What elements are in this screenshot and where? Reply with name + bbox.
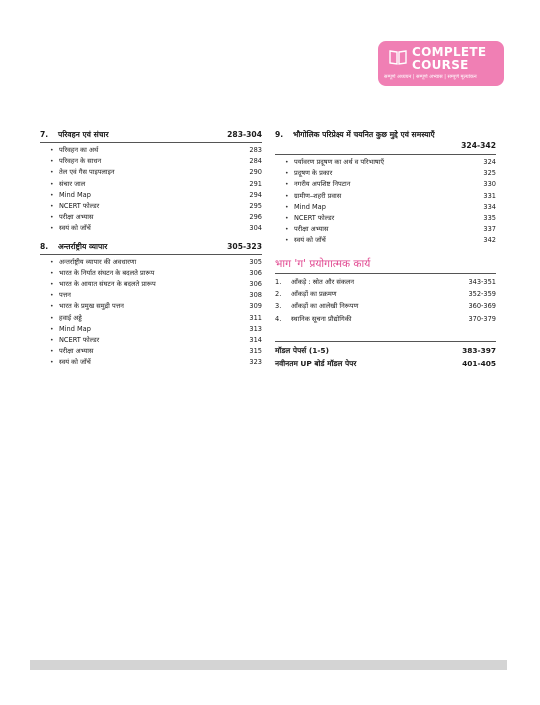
topic-label: भारत के प्रमुख समुद्री पत्तन xyxy=(59,302,124,311)
chapter-pages: 283-304 xyxy=(227,130,262,139)
topic-label: परिवहन का अर्थ xyxy=(59,146,99,154)
bullet-icon: • xyxy=(285,237,289,245)
topic-label: अन्तर्राष्ट्रीय व्यापार की अवधारणा xyxy=(59,257,137,266)
practical-item[interactable] xyxy=(275,288,496,300)
chapter-8-heading[interactable] xyxy=(40,242,262,252)
topic-item[interactable] xyxy=(40,190,262,201)
item-pages: 352-359 xyxy=(468,290,496,299)
bullet-icon: • xyxy=(50,225,54,233)
chapter-8-topics xyxy=(40,257,262,369)
bullet-icon: • xyxy=(50,337,54,345)
topic-item[interactable] xyxy=(40,179,262,190)
topic-label: स्वयं को जाँचें xyxy=(294,236,326,245)
latest-paper-entry[interactable] xyxy=(275,357,496,370)
topic-label: स्वयं को जाँचें xyxy=(59,224,91,233)
bullet-icon: • xyxy=(50,158,54,166)
topic-page: 284 xyxy=(249,157,262,166)
chapter-7-topics xyxy=(40,145,262,235)
topic-page: 294 xyxy=(249,190,262,199)
complete-course-logo xyxy=(378,41,504,86)
topic-page: 324 xyxy=(483,158,496,166)
topic-item[interactable] xyxy=(40,346,262,357)
topic-item[interactable] xyxy=(275,179,496,190)
topic-label: पत्तन xyxy=(59,291,71,300)
latest-paper-label: नवीनतम UP बोर्ड मॉडल पेपर xyxy=(275,359,357,369)
topic-page: 334 xyxy=(483,202,496,211)
topic-label: पर्यावरण प्रदूषण का अर्थ व परिभाषाएँ xyxy=(294,158,385,166)
toc-left-column xyxy=(40,130,262,369)
chapter-7-heading[interactable] xyxy=(40,130,262,140)
topic-item[interactable] xyxy=(40,223,262,234)
item-number: 4. xyxy=(275,314,282,323)
chapter-number: 9. xyxy=(275,130,284,139)
topic-page: 295 xyxy=(249,202,262,211)
topic-label: हवाई अड्डे xyxy=(59,313,82,322)
topic-page: 308 xyxy=(249,291,262,300)
topic-label: NCERT फोल्डर xyxy=(59,202,100,211)
topic-page: 331 xyxy=(483,191,496,200)
topic-page: 291 xyxy=(249,179,262,188)
topic-item[interactable] xyxy=(275,224,496,235)
footer-bar xyxy=(30,660,507,670)
model-papers-pages: 383-397 xyxy=(462,346,496,356)
topic-label: भारत के आयात संघटन के बदलते प्रारूप xyxy=(59,280,156,289)
chapter-title: अन्तर्राष्ट्रीय व्यापार xyxy=(58,241,108,251)
chapter-9-topics xyxy=(275,157,496,247)
item-pages: 360-369 xyxy=(468,302,496,311)
topic-item[interactable] xyxy=(275,213,496,224)
practical-topics xyxy=(275,276,496,326)
item-label: आँकड़े : स्रोत और संकलन xyxy=(291,277,355,286)
topic-item[interactable] xyxy=(40,257,262,268)
model-papers-label: मॉडल पेपर्स (1-5) xyxy=(275,346,329,356)
topic-item[interactable] xyxy=(40,301,262,312)
item-pages: 370-379 xyxy=(468,314,496,323)
chapter-title: भौगोलिक परिप्रेक्ष्य में चयनित कुछ मुद्दे एवं समस्याएँ xyxy=(293,130,435,139)
topic-item[interactable] xyxy=(275,157,496,168)
topic-page: 296 xyxy=(249,213,262,222)
topic-page: 330 xyxy=(483,180,496,189)
topic-page: 335 xyxy=(483,214,496,223)
chapter-9-heading[interactable] xyxy=(275,130,496,152)
chapter-pages: 324-342 xyxy=(461,141,496,150)
bullet-icon: • xyxy=(50,314,54,322)
latest-paper-pages: 401-405 xyxy=(462,359,496,369)
topic-page: 304 xyxy=(249,224,262,233)
topic-page: 305 xyxy=(249,257,262,266)
bullet-icon: • xyxy=(285,159,289,166)
bullet-icon: • xyxy=(50,292,54,300)
topic-page: 337 xyxy=(483,225,496,234)
topic-label: संचार जाल xyxy=(59,179,86,188)
topic-label: स्वयं को जाँचें xyxy=(59,358,91,367)
topic-item[interactable] xyxy=(40,156,262,167)
item-label: स्थानिक सूचना प्रौद्योगिकी xyxy=(291,314,352,323)
bullet-icon: • xyxy=(50,303,54,311)
logo-tagline: सम्पूर्ण अध्ययन | सम्पूर्ण अभ्यास | सम्पूर्ण मूल्यांकन xyxy=(384,74,477,80)
bullet-icon: • xyxy=(50,180,54,188)
bullet-icon: • xyxy=(285,170,289,178)
bullet-icon: • xyxy=(285,181,289,189)
bullet-icon: • xyxy=(50,203,54,211)
bullet-icon: • xyxy=(50,348,54,356)
topic-page: 306 xyxy=(249,280,262,289)
practical-section-heading: भाग 'ग' प्रयोगात्मक कार्य xyxy=(275,257,371,270)
bullet-icon: • xyxy=(50,269,54,277)
topic-page: 325 xyxy=(483,169,496,178)
bullet-icon: • xyxy=(50,258,54,266)
topic-item[interactable] xyxy=(40,357,262,368)
practical-item[interactable] xyxy=(275,313,496,325)
topic-page: 306 xyxy=(249,268,262,277)
topic-label: परीक्षा अभ्यास xyxy=(294,225,329,234)
topic-item[interactable] xyxy=(40,201,262,212)
topic-page: 313 xyxy=(249,324,262,333)
toc-right-column xyxy=(275,130,496,370)
divider xyxy=(275,154,496,155)
topic-item[interactable] xyxy=(275,168,496,179)
topic-label: नगरीय अपशिष्ट निपटान xyxy=(294,180,351,189)
topic-label: भारत के निर्यात संघटन के बदलते प्रारूप xyxy=(59,268,155,277)
topic-page: 283 xyxy=(249,146,262,154)
topic-page: 309 xyxy=(249,302,262,311)
topic-label: Mind Map xyxy=(59,324,91,333)
logo-line1: COMPLETE xyxy=(412,45,487,59)
topic-item[interactable] xyxy=(40,324,262,335)
topic-page: 314 xyxy=(249,336,262,345)
topic-item[interactable] xyxy=(40,279,262,290)
bullet-icon: • xyxy=(50,191,54,199)
topic-label: NCERT फोल्डर xyxy=(59,336,100,345)
topic-item[interactable] xyxy=(40,290,262,301)
topic-label: ग्रामीण–शहरी प्रवास xyxy=(294,191,342,200)
item-pages: 343-351 xyxy=(468,277,496,286)
bullet-icon: • xyxy=(285,215,289,223)
practical-item[interactable] xyxy=(275,300,496,312)
topic-label: NCERT फोल्डर xyxy=(294,214,335,223)
topic-label: Mind Map xyxy=(294,202,326,211)
divider xyxy=(275,273,496,274)
chapter-pages: 305-323 xyxy=(227,241,262,251)
bullet-icon: • xyxy=(50,169,54,177)
topic-item[interactable] xyxy=(40,313,262,324)
topic-item[interactable] xyxy=(275,191,496,202)
item-number: 1. xyxy=(275,277,282,286)
topic-item[interactable] xyxy=(40,212,262,223)
divider xyxy=(40,254,262,255)
item-number: 3. xyxy=(275,302,282,311)
logo-line2: COURSE xyxy=(412,58,469,72)
topic-page: 290 xyxy=(249,168,262,177)
topic-label: परीक्षा अभ्यास xyxy=(59,347,94,356)
bullet-icon: • xyxy=(285,192,289,200)
practical-item[interactable] xyxy=(275,276,496,288)
topic-label: परिवहन के साधन xyxy=(59,157,102,166)
topic-item[interactable] xyxy=(275,202,496,213)
item-label: आँकड़ों का प्रक्रमण xyxy=(291,290,337,299)
topic-item[interactable] xyxy=(275,235,496,246)
bullet-icon: • xyxy=(50,325,54,333)
topic-page: 342 xyxy=(483,236,496,245)
topic-item[interactable] xyxy=(40,145,262,156)
model-papers-entry[interactable] xyxy=(275,344,496,357)
bullet-icon: • xyxy=(285,203,289,211)
divider xyxy=(40,142,262,143)
topic-label: परीक्षा अभ्यास xyxy=(59,213,94,222)
topic-item[interactable] xyxy=(40,268,262,279)
bullet-icon: • xyxy=(50,214,54,222)
chapter-number: 8. xyxy=(40,241,49,251)
topic-page: 323 xyxy=(249,358,262,367)
topic-label: प्रदूषण के प्रकार xyxy=(294,169,333,178)
topic-item[interactable] xyxy=(40,335,262,346)
item-label: आँकड़ों का आलेखी निरूपण xyxy=(291,302,359,311)
chapter-number: 7. xyxy=(40,130,49,139)
topic-page: 311 xyxy=(249,313,262,322)
topic-page: 315 xyxy=(249,347,262,356)
bullet-icon: • xyxy=(285,226,289,234)
bullet-icon: • xyxy=(50,281,54,289)
divider xyxy=(275,341,496,342)
bullet-icon: • xyxy=(50,359,54,367)
item-number: 2. xyxy=(275,290,282,299)
topic-label: Mind Map xyxy=(59,190,91,199)
open-book-icon xyxy=(389,48,407,66)
topic-item[interactable] xyxy=(40,167,262,178)
bullet-icon: • xyxy=(50,147,54,154)
topic-label: तेल एवं गैस पाइपलाइन xyxy=(59,168,115,177)
chapter-title: परिवहन एवं संचार xyxy=(58,130,109,139)
